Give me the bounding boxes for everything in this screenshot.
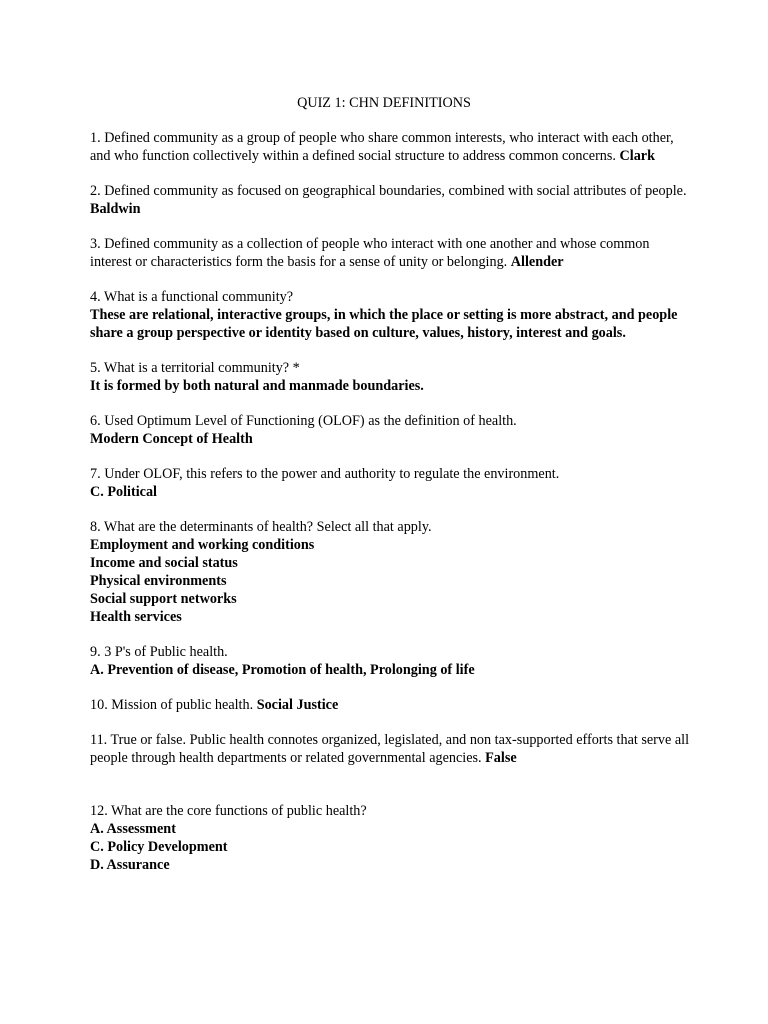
answer-text: These are relational, interactive groups, in which the place or setting is more abstract, and people share a group perspective or identity based on culture, values, history, interest and goals. [90,307,678,341]
quiz-item-3 [90,235,690,271]
quiz-item-6 [90,412,690,448]
quiz-item-10 [90,696,690,714]
question-text: 10. Mission of public health. [90,697,254,713]
quiz-item-9 [90,643,690,679]
question-text: 1. Defined community as a group of people who share common interests, who interact with each other, and who function collectively within a defined social structure to address common concerns. [90,130,674,164]
answer-text: Clark [619,148,655,164]
answer-text: Physical environments [90,573,227,589]
answer-text: Health services [90,609,182,625]
question-text: 8. What are the determinants of health? Select all that apply. [90,519,432,535]
answer-text: A. Prevention of disease, Promotion of health, Prolonging of life [90,662,475,678]
answer-text: Baldwin [90,201,141,217]
question-text: 12. What are the core functions of public health? [90,803,367,819]
answer-text: A. Assessment [90,821,176,837]
answer-text: It is formed by both natural and manmade boundaries. [90,378,424,394]
answer-text: Allender [510,254,564,270]
quiz-item-7 [90,465,690,501]
document-page [90,94,690,891]
question-text: 6. Used Optimum Level of Functioning (OLOF) as the definition of health. [90,413,517,429]
quiz-item-4 [90,288,690,342]
page-title: QUIZ 1: CHN DEFINITIONS [297,95,471,111]
answer-text: False [485,750,517,766]
answer-text: Social Justice [256,697,339,713]
quiz-item-11 [90,731,690,767]
answer-text: Income and social status [90,555,238,571]
question-text: 5. What is a territorial community? * [90,360,300,376]
answer-text: Modern Concept of Health [90,431,253,447]
question-text: 4. What is a functional community? [90,289,294,305]
question-text: 11. True or false. Public health connotes organized, legislated, and non tax-supported efforts that serve all people through health departments or related governmental agencies. [90,732,690,766]
answer-text: D. Assurance [90,857,170,873]
quiz-item-12 [90,802,690,874]
quiz-item-5 [90,359,690,395]
answer-text: C. Political [90,484,157,500]
answer-text: Employment and working conditions [90,537,315,553]
answer-text: Social support networks [90,591,237,607]
quiz-item-2 [90,182,690,218]
question-text: 3. Defined community as a collection of people who interact with one another and whose common interest or characteristics form the basis for a sense of unity or belonging. [90,236,650,270]
answer-text: C. Policy Development [90,839,228,855]
question-text: 7. Under OLOF, this refers to the power and authority to regulate the environment. [90,466,560,482]
question-text: 2. Defined community as focused on geographical boundaries, combined with social attributes of people. [90,183,687,199]
quiz-item-1 [90,129,690,165]
question-text: 9. 3 P's of Public health. [90,644,228,660]
quiz-item-8 [90,518,690,626]
